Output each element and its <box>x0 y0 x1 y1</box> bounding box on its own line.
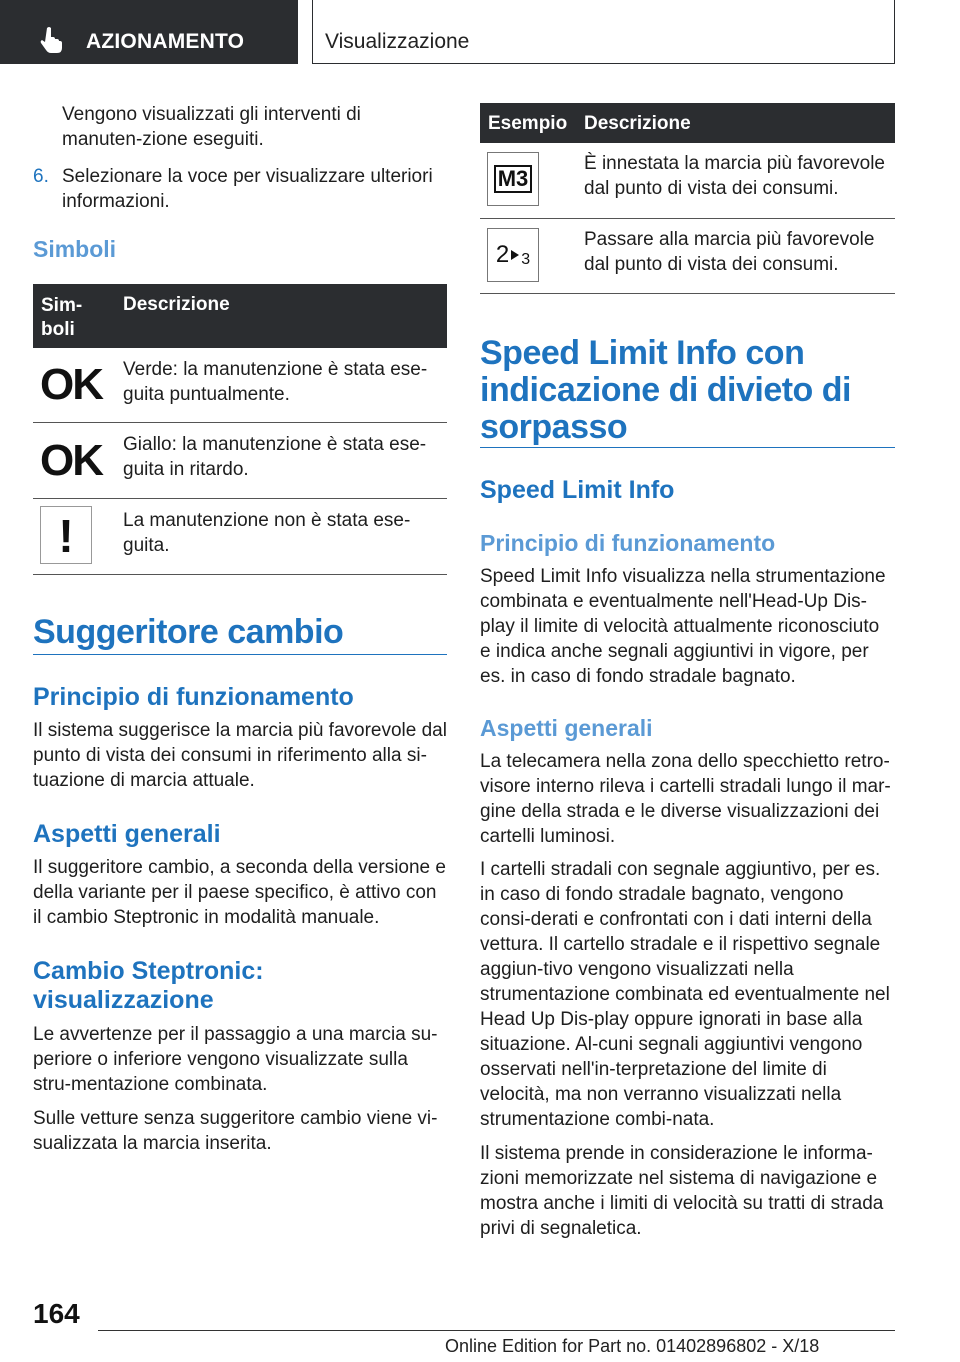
col-example: Esempio <box>488 113 568 134</box>
row-divider <box>33 498 447 499</box>
arrow-right-icon <box>511 250 519 260</box>
row-desc: Verde: la manutenzione è stata ese-guita puntualmente. <box>123 359 428 405</box>
footer-rule <box>98 1330 895 1331</box>
paragraph: La telecamera nella zona dello specchietto retro-visore interno rileva i cartelli stradali lungo il mar-gine della strada e le diverse visualizzazioni dei cartelli luminosi. <box>480 751 891 847</box>
row-desc: È innestata la marcia più favorevole dal punto di vista dei consumi. <box>584 153 885 199</box>
gear-m3-symbol: M3 <box>487 152 539 206</box>
ok-yellow-symbol: OK <box>40 436 102 485</box>
warning-symbol: ! <box>40 506 92 564</box>
ok-green-symbol: OK <box>40 360 102 409</box>
heading-rule <box>480 447 895 448</box>
paragraph: Le avvertenze per il passaggio a una marcia su-periore o inferiore vengono visualizzate sulla stru-mentazione combinata. <box>33 1024 438 1095</box>
paragraph: Speed Limit Info visualizza nella strumentazione combinata e eventualmente nell'Head-Up Dis-play il limite di velocità attualmente riconosciuto e indica anche segnali aggiuntivi in vigore, per es. in caso di fondo stradale bagnato. <box>480 566 886 687</box>
row-desc: Passare alla marcia più favorevole dal punto di vista dei consumi. <box>584 229 875 275</box>
row-desc: Giallo: la manutenzione è stata ese-guita in ritardo. <box>123 434 427 480</box>
row-divider <box>33 422 447 423</box>
symbols-table-header <box>33 284 447 348</box>
heading-rule <box>33 654 447 655</box>
page-title: Visualizzazione <box>325 30 470 53</box>
heading-general: Aspetti generali <box>33 820 221 848</box>
paragraph: Il suggeritore cambio, a seconda della versione e della variante per il paese specifico, è attivo con il cambio Steptronic in modalità manuale. <box>33 857 446 928</box>
section-label: AZIONAMENTO <box>86 30 245 53</box>
symbols-heading: Simboli <box>33 236 117 262</box>
row-divider <box>480 218 895 219</box>
paragraph: Il sistema prende in considerazione le informa-zioni memorizzate nel sistema di navigazione e mostra anche i limiti di velocità su tratti di strada privi di segnaletica. <box>480 1143 884 1239</box>
intro-continued: Vengono visualizzati gli interventi di manuten-zione eseguiti. <box>62 104 361 150</box>
row-divider <box>33 574 447 575</box>
example-table-header <box>480 103 895 143</box>
row-desc: La manutenzione non è stata ese-guita. <box>123 510 411 556</box>
heading-gear-advisor: Suggeritore cambio <box>33 613 344 651</box>
page-header <box>0 0 960 66</box>
row-divider <box>480 293 895 294</box>
page-number: 164 <box>33 1298 80 1329</box>
gear-shift-symbol: 2 3 <box>487 228 539 282</box>
step-number: 6. <box>33 166 49 187</box>
step-text: Selezionare la voce per visualizzare ulteriori informazioni. <box>62 166 433 212</box>
col-symbols: Sim-boli <box>41 295 83 340</box>
hand-pointer-icon <box>40 26 64 54</box>
heading-steptronic: Cambio Steptronic: visualizzazione <box>33 957 264 1014</box>
col-description: Descrizione <box>123 294 230 315</box>
paragraph: Il sistema suggerisce la marcia più favorevole dal punto di vista dei consumi in riferimento alla si-tuazione di marcia attuale. <box>33 720 447 791</box>
heading-general: Aspetti generali <box>480 715 653 741</box>
heading-speed-limit: Speed Limit Info con indicazione di divieto di sorpasso <box>480 334 851 446</box>
heading-principle: Principio di funzionamento <box>480 530 776 556</box>
heading-speed-limit-info: Speed Limit Info <box>480 476 675 504</box>
paragraph: I cartelli stradali con segnale aggiuntivo, per es. in caso di fondo stradale bagnato, vengono consi-derati e confrontati con i dati interni della vettura. Il cartello stradale e il rispettivo segnale aggiun-tivo vengono visualizzati nella strumentazione combinata ed eventualmente nel Head Up Dis-play oppure ignorati in base alla situazione. Al-cuni segnali aggiuntivi vengono osservati nell'in-terpretazione del limite di velocità, ma non verranno visualizzati nella strumentazione combi-nata. <box>480 859 890 1130</box>
col-description: Descrizione <box>584 113 691 134</box>
paragraph: Sulle vetture senza suggeritore cambio viene vi-sualizzata la marcia inserita. <box>33 1108 438 1154</box>
edition-text: Online Edition for Part no. 01402896802 - X/18 <box>445 1336 820 1356</box>
heading-principle: Principio di funzionamento <box>33 683 354 711</box>
